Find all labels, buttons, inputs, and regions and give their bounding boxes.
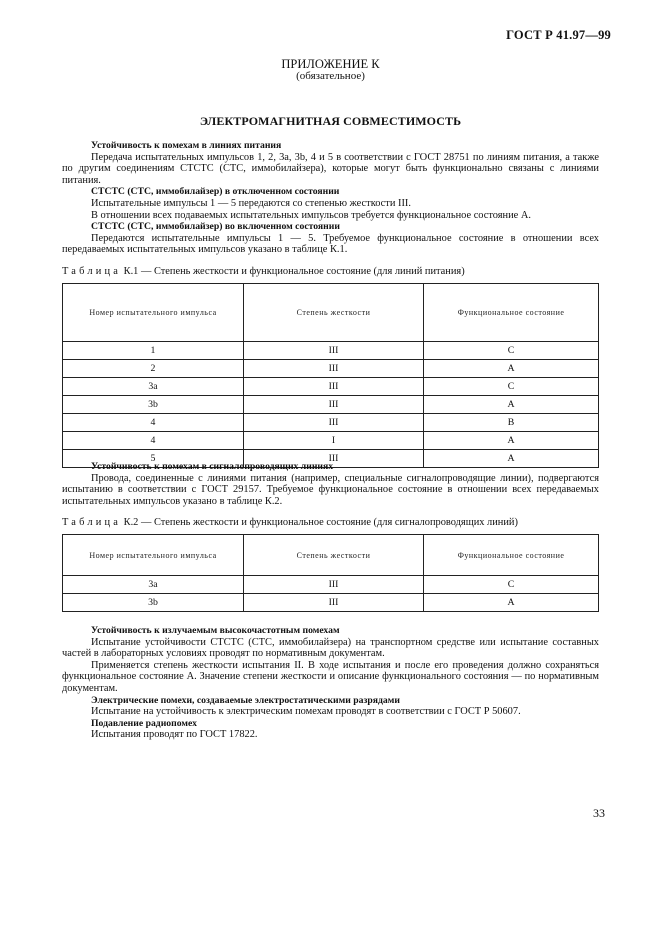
- section-heading: Устойчивость к помехам в сигналопроводящих линиях: [91, 461, 334, 472]
- table1-caption-text: К.1 — Степень жесткости и функциональное состояние (для линий питания): [123, 266, 465, 277]
- table2-caption-text: К.2 — Степень жесткости и функциональное состояние (для сигналопроводящих линий): [123, 517, 518, 528]
- section-heading: Устойчивость к помехам в линиях питания: [91, 140, 282, 151]
- paragraph: Испытание на устойчивость к электрическим помехам проводят в соответствии с ГОСТ Р 50607.: [91, 706, 521, 718]
- table-row: [63, 396, 599, 414]
- table-cell: III: [244, 576, 424, 594]
- table-cell: III: [244, 414, 424, 432]
- table-cell: 4: [63, 432, 244, 450]
- standard-header: ГОСТ Р 41.97—99: [506, 28, 611, 42]
- paragraph: Испытания проводят по ГОСТ 17822.: [91, 729, 258, 741]
- table-cell: А: [424, 594, 599, 612]
- paragraph: В отношении всех подаваемых испытательных импульсов требуется функциональное состояние А.: [91, 209, 531, 221]
- table-cell: А: [424, 432, 599, 450]
- table2: [62, 534, 599, 612]
- paragraph: Применяется степень жесткости испытания II. В ходе испытания и после его проведения должно сохраняться функциональное состояние А. Значение степени жесткости и описание функционального состояния — по нормативным документам.: [62, 659, 599, 694]
- appendix-subtitle: (обязательное): [296, 70, 365, 82]
- table-cell: 1: [63, 342, 244, 360]
- page-number: 33: [593, 806, 605, 820]
- table-cell: III: [244, 396, 424, 414]
- table-cell: 3а: [63, 576, 244, 594]
- table-cell: III: [244, 450, 424, 468]
- table-cell: III: [244, 360, 424, 378]
- main-title: ЭЛЕКТРОМАГНИТНАЯ СОВМЕСТИМОСТЬ: [199, 114, 462, 128]
- table-header-row: [63, 284, 599, 342]
- subsection-heading: СТСТС (СТС, иммобилайзер) во включенном состоянии: [91, 221, 340, 233]
- table-row: [63, 414, 599, 432]
- table-cell: III: [244, 378, 424, 396]
- section-power-lines: [62, 140, 599, 256]
- paragraph: Испытание устойчивости СТСТС (СТС, иммобилайзера) на транспортном средстве или испытание составных частей в лабораторных условиях проводят по нормативным документам.: [62, 636, 599, 660]
- table-cell: А: [424, 450, 599, 468]
- table2-caption-label: Таблица: [62, 517, 122, 528]
- subsection-heading: СТСТС (СТС, иммобилайзер) в отключенном состоянии: [91, 186, 340, 198]
- table-header-cell: Функциональное состояние: [424, 284, 599, 342]
- subsection-heading: Подавление радиопомех: [91, 717, 197, 729]
- table-header-cell: Степень жесткости: [244, 284, 424, 342]
- table1: [62, 283, 599, 468]
- table-cell: 3b: [63, 396, 244, 414]
- table-cell: А: [424, 396, 599, 414]
- table-cell: С: [424, 576, 599, 594]
- table-header-cell: Номер испытательного импульса: [63, 284, 244, 342]
- table-row: [63, 378, 599, 396]
- table1-caption-label: Таблица: [62, 266, 122, 277]
- table-cell: 5: [63, 450, 244, 468]
- section-radiated-interference: [62, 625, 599, 741]
- table-row: [63, 432, 599, 450]
- table-header-cell: Номер испытательного импульса: [63, 535, 244, 576]
- table-cell: С: [424, 378, 599, 396]
- table-cell: III: [244, 342, 424, 360]
- table-row: [63, 576, 599, 594]
- table-row: [63, 342, 599, 360]
- section-heading: Устойчивость к излучаемым высокочастотным помехам: [91, 625, 340, 636]
- subsection-heading: Электрические помехи, создаваемые электростатическими разрядами: [91, 694, 400, 706]
- table-cell: 4: [63, 414, 244, 432]
- table-cell: 3а: [63, 378, 244, 396]
- table-row: [63, 360, 599, 378]
- table-header-cell: Степень жесткости: [244, 535, 424, 576]
- paragraph: Провода, соединенные с линиями питания (например, специальные сигналопроводящие линии), подвергаются испытанию в соответствии с ГОСТ 29157. Требуемое функциональное состояние в отношении всех передаваемых испытательных импульсов указано в таблице К.2.: [62, 472, 599, 507]
- section-signal-lines: [62, 461, 599, 507]
- table-header-cell: Функциональное состояние: [424, 535, 599, 576]
- paragraph: Передача испытательных импульсов 1, 2, 3а, 3b, 4 и 5 в соответствии с ГОСТ 28751 по линиям питания, а также по другим соединениям СТСТС (СТС, иммобилайзера), которые могут быть функционально связаны с линиями питания.: [62, 151, 599, 186]
- table-header-row: [63, 535, 599, 576]
- table1-caption: [62, 266, 602, 277]
- table-cell: I: [244, 432, 424, 450]
- table-cell: А: [424, 360, 599, 378]
- table-cell: 3b: [63, 594, 244, 612]
- table-row: [63, 594, 599, 612]
- paragraph: Испытательные импульсы 1 — 5 передаются со степенью жесткости III.: [91, 197, 411, 209]
- table-cell: В: [424, 414, 599, 432]
- table-cell: 2: [63, 360, 244, 378]
- paragraph: Передаются испытательные импульсы 1 — 5. Требуемое функциональное состояние в отношении всех передаваемых испытательных импульсов указано в таблице К.1.: [62, 232, 599, 256]
- table-cell: С: [424, 342, 599, 360]
- appendix-title: ПРИЛОЖЕНИЕ К: [281, 57, 380, 71]
- appendix-heading: [0, 58, 661, 82]
- table2-caption: [62, 517, 602, 528]
- table-cell: III: [244, 594, 424, 612]
